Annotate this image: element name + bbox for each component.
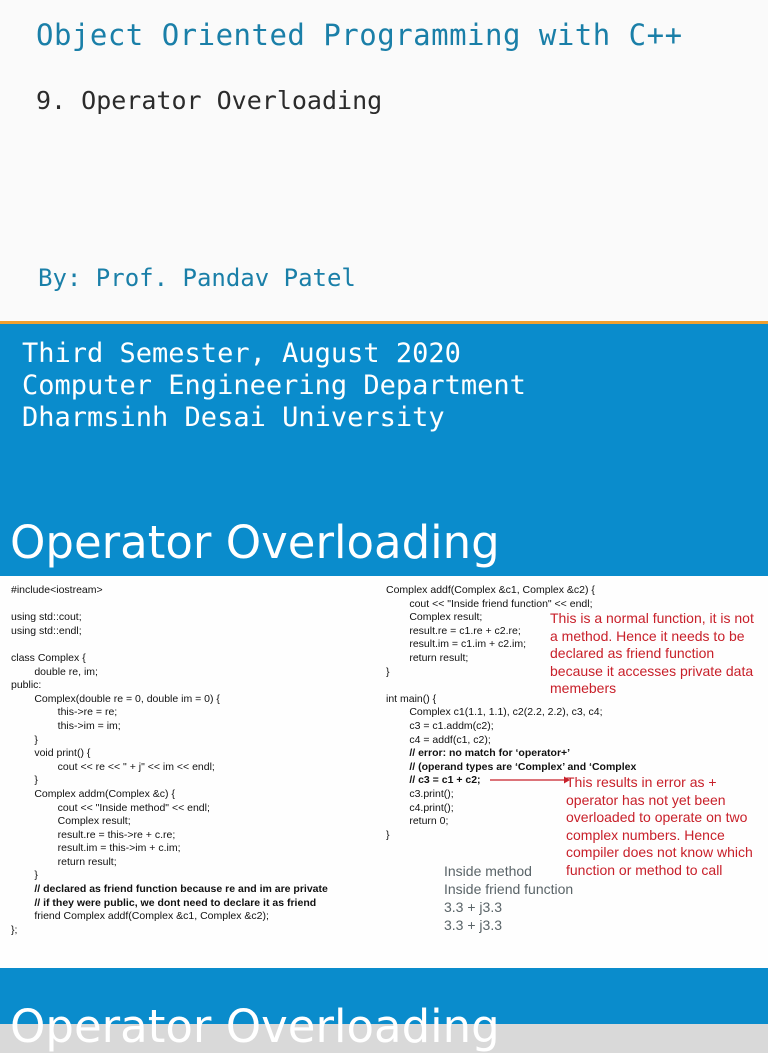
department-line: Computer Engineering Department [22, 370, 526, 401]
code-line: c3 = c1.addm(c2); [386, 719, 494, 732]
slide-body [0, 576, 768, 968]
arrow-icon [490, 775, 570, 785]
code-line: friend Complex addf(Complex &c1, Complex &c2); [11, 910, 269, 923]
code-line: // declared as friend function because re and im are private [11, 883, 328, 896]
code-line: // error: no match for ‘operator+’ [386, 747, 571, 760]
code-line: c4.print(); [386, 801, 454, 814]
friend-function-note: This is a normal function, it is not a method. Hence it needs to be declared as friend function because it accesses private data memebers [550, 610, 754, 696]
code-line: return result; [386, 651, 469, 664]
author-line: By: Prof. Pandav Patel [38, 264, 356, 292]
code-line: // (operand types are ‘Complex’ and ‘Complex [386, 760, 637, 773]
code-line: Complex addm(Complex &c) { [11, 787, 175, 800]
semester-line: Third Semester, August 2020 [22, 338, 461, 369]
code-line: } [386, 828, 390, 841]
slide-title: Operator Overloading [10, 516, 500, 569]
next-slide-title: Operator Overloading [10, 1000, 500, 1053]
code-line: result.re = this->re + c.re; [11, 828, 176, 841]
code-line [11, 598, 328, 612]
code-line: } [11, 733, 38, 746]
next-slide-header [0, 968, 768, 1053]
code-line: void print() { [11, 747, 91, 760]
code-line: result.im = this->im + c.im; [11, 842, 181, 855]
code-line: Complex result; [11, 815, 131, 828]
code-line: #include<iostream> [11, 584, 103, 596]
code-line: Complex(double re = 0, double im = 0) { [11, 692, 220, 705]
code-line: cout << re << " + j" << im << endl; [11, 760, 215, 773]
code-line: cout << "Inside method" << endl; [11, 801, 210, 814]
code-line: Complex result; [386, 611, 483, 624]
code-line: result.re = c1.re + c2.re; [386, 624, 521, 637]
code-line: // c3 = c1 + c2; [386, 774, 481, 787]
code-line: using std::endl; [11, 624, 82, 637]
code-line: // if they were public, we dont need to declare it as friend [11, 896, 317, 909]
output-line: Inside method [444, 863, 532, 879]
info-band [0, 324, 768, 500]
code-line: } [11, 774, 38, 787]
error-note: This results in error as + operator has not yet been overloaded to operate on two complex numbers. Hence compiler does not know which function or method to call [566, 774, 753, 878]
code-line: }; [11, 923, 18, 936]
code-line: this->im = im; [11, 719, 121, 732]
code-line: int main() { [386, 692, 437, 705]
university-line: Dharmsinh Desai University [22, 402, 445, 433]
code-line: cout << "Inside friend function" << endl; [386, 597, 593, 610]
code-line: class Complex { [11, 651, 86, 664]
code-line: } [11, 869, 38, 882]
course-title: Object Oriented Programming with C++ [36, 18, 683, 52]
code-line: c3.print(); [386, 787, 454, 800]
code-line: Complex c1(1.1, 1.1), c2(2.2, 2.2), c3, c4; [386, 706, 603, 719]
chapter-title: 9. Operator Overloading [36, 86, 383, 115]
code-line: c4 = addf(c1, c2); [386, 733, 491, 746]
code-line: this->re = re; [11, 706, 118, 719]
code-line: return 0; [386, 815, 449, 828]
code-line: } [386, 665, 390, 678]
code-line [11, 638, 328, 652]
title-slide [0, 0, 768, 321]
slide-header [0, 500, 768, 576]
code-line: using std::cout; [11, 611, 82, 624]
program-output [444, 862, 573, 934]
code-line: public: [11, 679, 42, 692]
output-line: 3.3 + j3.3 [444, 917, 502, 933]
code-line: double re, im; [11, 665, 98, 678]
code-line: return result; [11, 855, 117, 868]
output-line: 3.3 + j3.3 [444, 899, 502, 915]
code-block-class [11, 584, 328, 937]
code-line: Complex addf(Complex &c1, Complex &c2) { [386, 584, 595, 596]
output-line: Inside friend function [444, 881, 574, 897]
code-line: result.im = c1.im + c2.im; [386, 638, 527, 651]
